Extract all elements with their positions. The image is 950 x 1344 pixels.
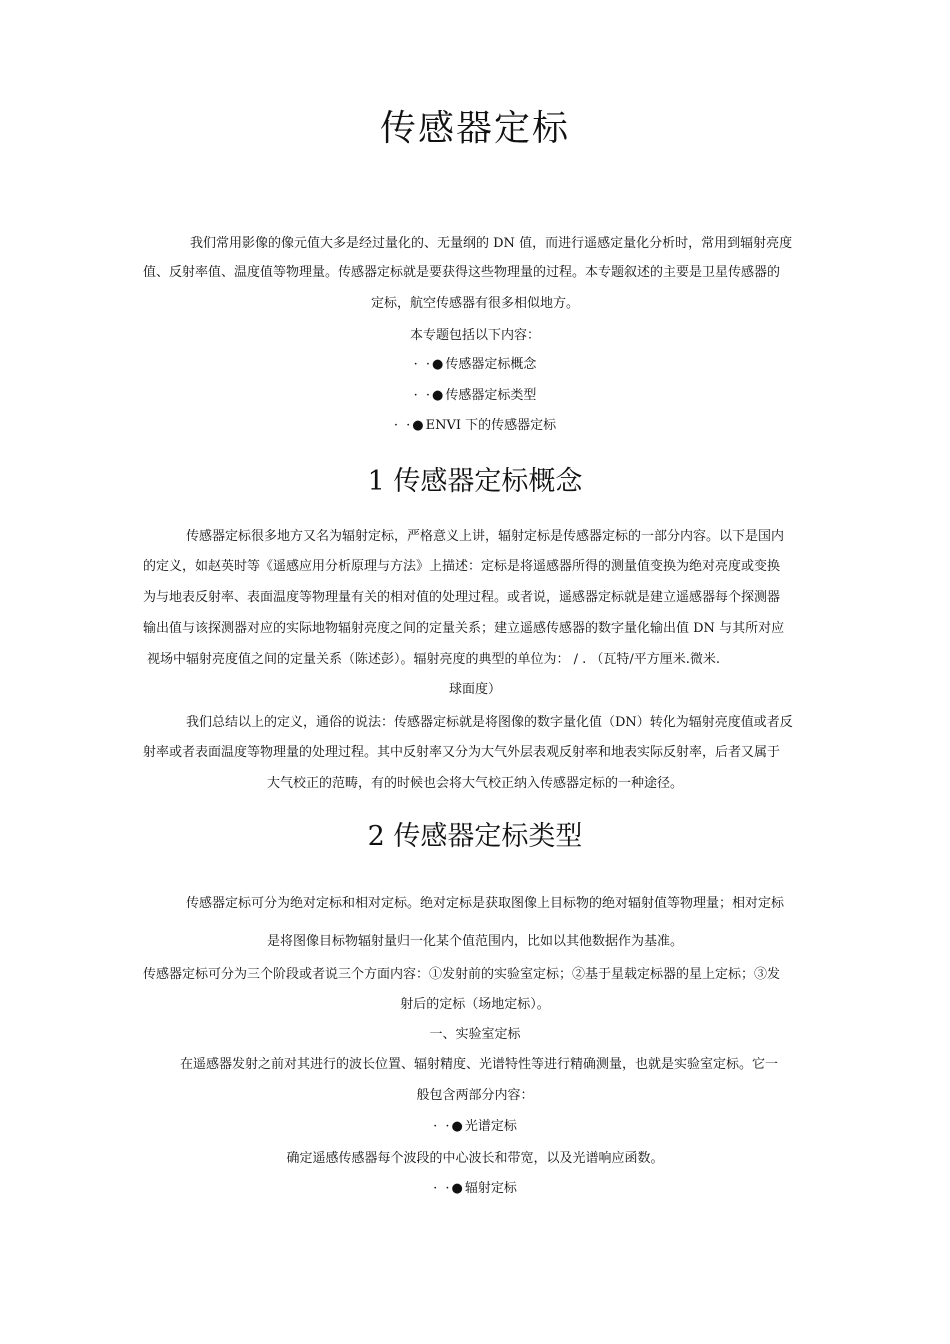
item-description: 确定遥感传感器每个波段的中心波长和带宽，以及光谱响应函数。 [286,1151,664,1166]
s2-p2-line-2: 射后的定标（场地定标）。 [400,997,550,1012]
section-heading-2: 2 传感器定标类型 [367,821,583,852]
list-item-label: ENVI 下的传感器定标 [425,418,557,433]
list-item-label: 传感器定标概念 [445,357,537,372]
s1-p2-line-2: 射率或者表面温度等物理量的处理过程。其中反射率又分为大气外层表观反射率和地表实际反射率，后者又属于 [143,745,781,760]
list-heading: 本专题包括以下内容： [409,328,540,343]
s1-p1-line-3: 为与地表反射率、表面温度等物理量有关的相对值的处理过程。或者说，遥感器定标就是建立遥感器每个探测器 [143,590,781,605]
s2-p1-line-1: 传感器定标可分为绝对定标和相对定标。绝对定标是获取图像上目标物的绝对辐射值等物理量；相对定标 [186,896,785,911]
s1-p1-line-5: 视场中辐射亮度值之间的定量关系（陈述彭）。辐射亮度的典型的单位为： / . （瓦特/平方厘米.微米. [147,652,721,667]
list-item-label: 光谱定标 [464,1119,517,1134]
s1-p1-line-2: 的定义，如赵英时等《遥感应用分析原理与方法》上描述：定标是将遥感器所得的测量值变换为绝对亮度或变换 [143,559,781,574]
bullet-icon: · ·● [393,418,426,433]
list-item [0,1179,950,1199]
sub-heading: 一、实验室定标 [429,1027,521,1042]
list-item [0,1117,950,1137]
s1-p1-line-4: 输出值与该探测器对应的实际地物辐射亮度之间的定量关系；建立遥感传感器的数字量化输出值 DN 与其所对应 [143,621,785,636]
list-item-label: 辐射定标 [464,1181,517,1196]
intro-line-3: 定标，航空传感器有很多相似地方。 [370,296,579,311]
bullet-icon: · ·● [413,388,446,403]
s1-p1-line-6: 球面度） [448,682,501,697]
bullet-icon: · ·● [433,1181,465,1196]
s1-p1-line-1: 传感器定标很多地方又名为辐射定标，严格意义上讲，辐射定标是传感器定标的一部分内容。以下是国内 [186,529,785,544]
list-item [0,416,950,436]
s1-p2-line-3: 大气校正的范畴，有的时候也会将大气校正纳入传感器定标的一种途径。 [266,776,683,791]
s1-p2-line-1: 我们总结以上的定义，通俗的说法：传感器定标就是将图像的数字量化值（DN）转化为辐射亮度值或者反 [186,715,793,730]
s2-p2-line-1: 传感器定标可分为三个阶段或者说三个方面内容：①发射前的实验室定标；②基于星载定标器的星上定标；③发 [143,967,781,982]
bullet-icon: · ·● [413,357,446,372]
s2-p1-line-2: 是将图像目标物辐射量归一化某个值范围内，比如以其他数据作为基准。 [266,934,683,949]
intro-line-1: 我们常用影像的像元值大多是经过量化的、无量纲的 DN 值，而进行遥感定量化分析时，常用到辐射亮度 [190,236,793,251]
s2-p3-line-2: 般包含两部分内容： [416,1088,534,1103]
document-title: 传感器定标 [379,108,570,149]
list-item [0,355,950,375]
list-item [0,386,950,406]
bullet-icon: · ·● [433,1119,465,1134]
intro-line-2: 值、反射率值、温度值等物理量。传感器定标就是要获得这些物理量的过程。本专题叙述的主要是卫星传感器的 [143,265,781,280]
section-heading-1: 1 传感器定标概念 [367,466,583,497]
list-item-label: 传感器定标类型 [445,388,537,403]
s2-p3-line-1: 在遥感器发射之前对其进行的波长位置、辐射精度、光谱特性等进行精确测量，也就是实验室定标。它一 [180,1057,779,1072]
